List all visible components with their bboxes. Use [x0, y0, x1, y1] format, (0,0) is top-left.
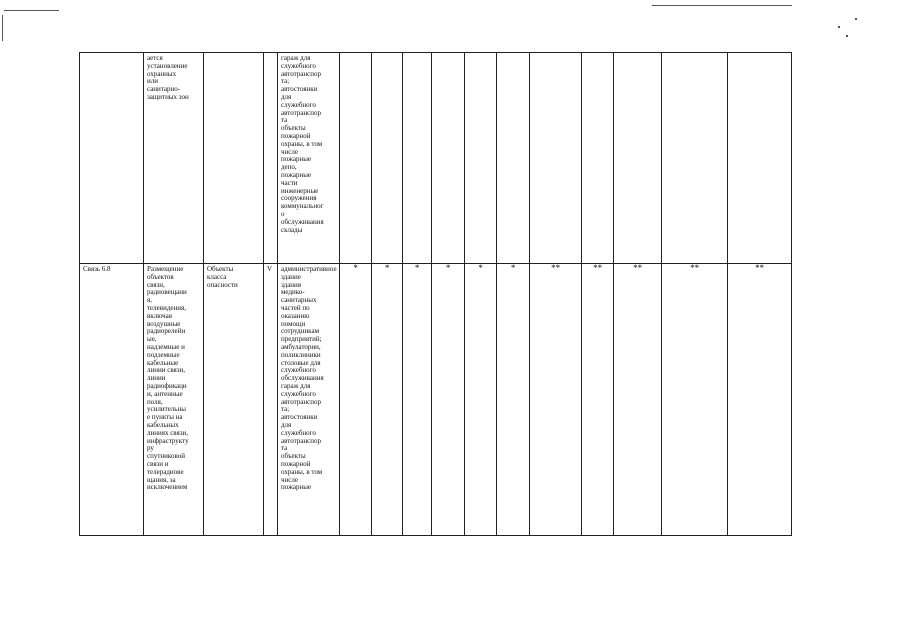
category-cell — [204, 53, 264, 264]
mark-cell — [496, 53, 529, 264]
mark-cell: * — [496, 264, 529, 536]
class-cell: V — [264, 264, 278, 536]
class-cell — [264, 53, 278, 264]
mark-cell: * — [464, 264, 496, 536]
description-cell: Размещение объектов связи, радиовещани я, телевидения, включая воздушные радиорелейн ые, надземные и подземные кабельные линии связи, линии радиофикаци и, антенные поля, усилительны е пункты на кабельных линиях связи, инфраструкту ру спутниковой связи и телерадиове щания, за исключением — [144, 264, 204, 536]
table-row — [80, 264, 792, 536]
mark-cell — [613, 53, 661, 264]
mark-cell: * — [431, 264, 464, 536]
mark-cell: ** — [727, 264, 791, 536]
mark-cell — [371, 53, 402, 264]
code-cell — [80, 53, 144, 264]
mark-cell — [581, 53, 613, 264]
mark-cell — [464, 53, 496, 264]
category-cell: Объекты класса опасности — [204, 264, 264, 536]
mark-cell: * — [402, 264, 431, 536]
scan-artifact-dot — [846, 35, 848, 37]
scan-artifact-left-edge — [2, 15, 3, 41]
mark-cell: ** — [613, 264, 661, 536]
description-cell: ается установление охранных или санитарно- защитных зон — [144, 53, 204, 264]
mark-cell: * — [371, 264, 402, 536]
mark-cell — [402, 53, 431, 264]
mark-cell — [727, 53, 791, 264]
scan-artifact-top-right — [652, 5, 792, 6]
scan-artifact-dot — [838, 26, 840, 28]
mark-cell: * — [339, 264, 371, 536]
mark-cell: ** — [661, 264, 727, 536]
scan-artifact-dot — [855, 18, 857, 20]
code-cell: Связь 6.8 — [80, 264, 144, 536]
objects-cell: административное здание здания медико- санитарных частей по оказанию помощи сотрудникам предприятий; амбулатории, поликлиники столовые для служебного обслуживания гараж для служебного автотранспор та; автостоянки для служебного автотранспор та объекты пожарной охраны, в том числе пожарные — [278, 264, 340, 536]
table-row — [80, 53, 792, 264]
mark-cell: ** — [529, 264, 581, 536]
zoning-table — [79, 52, 792, 536]
mark-cell — [661, 53, 727, 264]
mark-cell: ** — [581, 264, 613, 536]
mark-cell — [529, 53, 581, 264]
scan-artifact-top-left — [4, 10, 59, 11]
objects-cell: гараж для служебного автотранспор та; автостоянки для служебного автотранспор та объекты пожарной охраны, в том числе пожарные депо, пожарные части инженерные сооружения коммунальног о обслуживания склады — [278, 53, 340, 264]
mark-cell — [431, 53, 464, 264]
mark-cell — [339, 53, 371, 264]
